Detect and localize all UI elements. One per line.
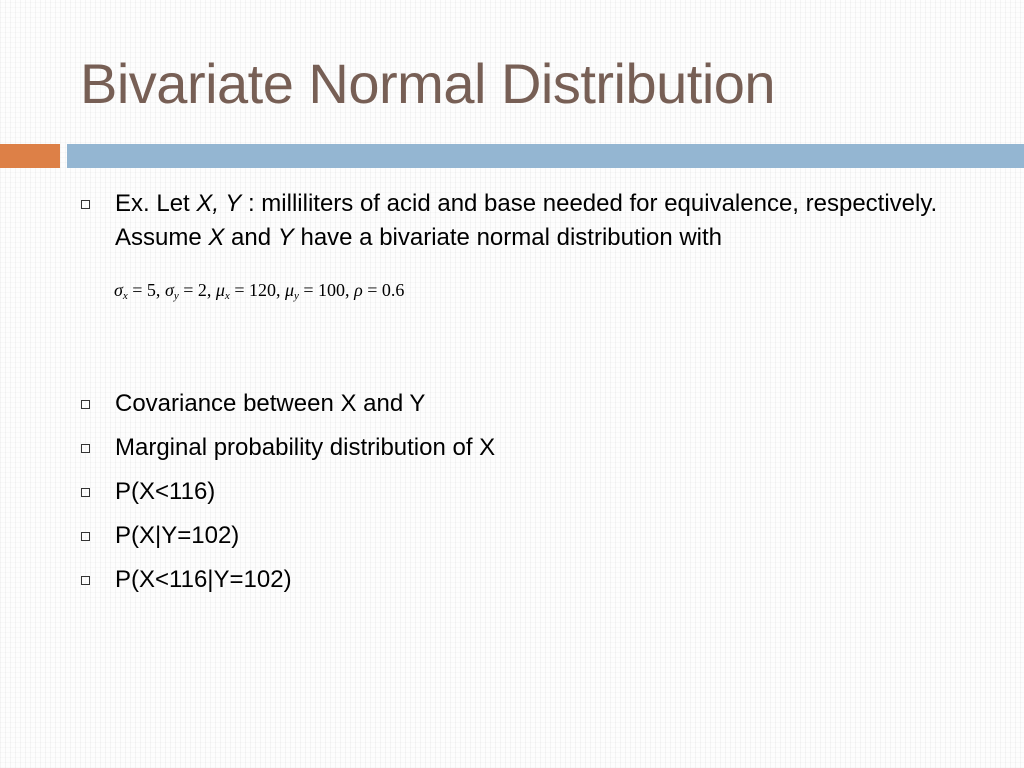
mu-y-subscript: y [294,290,299,302]
question-bullet [80,387,950,421]
example-prefix: Ex. Let [115,190,197,217]
question-text: P(X|Y=102) [115,522,240,549]
rho-symbol: ρ [354,280,363,300]
example-text-3: have a bivariate normal distribution with [293,224,723,251]
question-bullet [80,519,950,553]
example-bullet [80,187,950,255]
sigma-y-subscript: y [173,290,179,302]
square-bullet-icon [81,400,90,409]
mu-x-subscript: x [224,290,230,302]
mu-y-symbol: μ [284,280,295,300]
sigma-x-symbol: σ [114,280,123,300]
mu-x-symbol: μ [215,280,225,300]
sigma-x-value: = 5, [127,280,165,300]
example-text [115,187,950,255]
sigma-y-value: = 2, [178,280,216,300]
square-bullet-icon [81,444,90,453]
example-vars-xy: X, Y [196,190,242,217]
mu-x-value: = 120, [229,280,285,300]
example-var-y: Y [277,224,294,251]
sigma-y-symbol: σ [164,280,174,300]
question-text: P(X<116|Y=102) [115,566,292,593]
question-bullet [80,475,950,509]
square-bullet-icon [81,200,90,209]
square-bullet-icon [81,576,90,585]
sigma-x-subscript: x [122,290,128,302]
example-text-1: : milliliters of acid and base needed for equivalence, respectively. Assume [115,190,938,251]
example-var-x: X [208,224,225,251]
question-text: Covariance between X and Y [115,390,426,417]
rho-value: = 0.6 [362,280,405,300]
question-text: P(X<116) [115,478,216,505]
mu-y-value: = 100, [298,280,355,300]
square-bullet-icon [81,488,90,497]
question-text: Marginal probability distribution of X [115,434,496,461]
slide-title: Bivariate Normal Distribution [80,52,776,115]
square-bullet-icon [81,532,90,541]
example-text-2: and [224,224,278,251]
parameter-formula [114,276,404,304]
question-bullet [80,431,950,465]
question-bullet [80,563,950,597]
